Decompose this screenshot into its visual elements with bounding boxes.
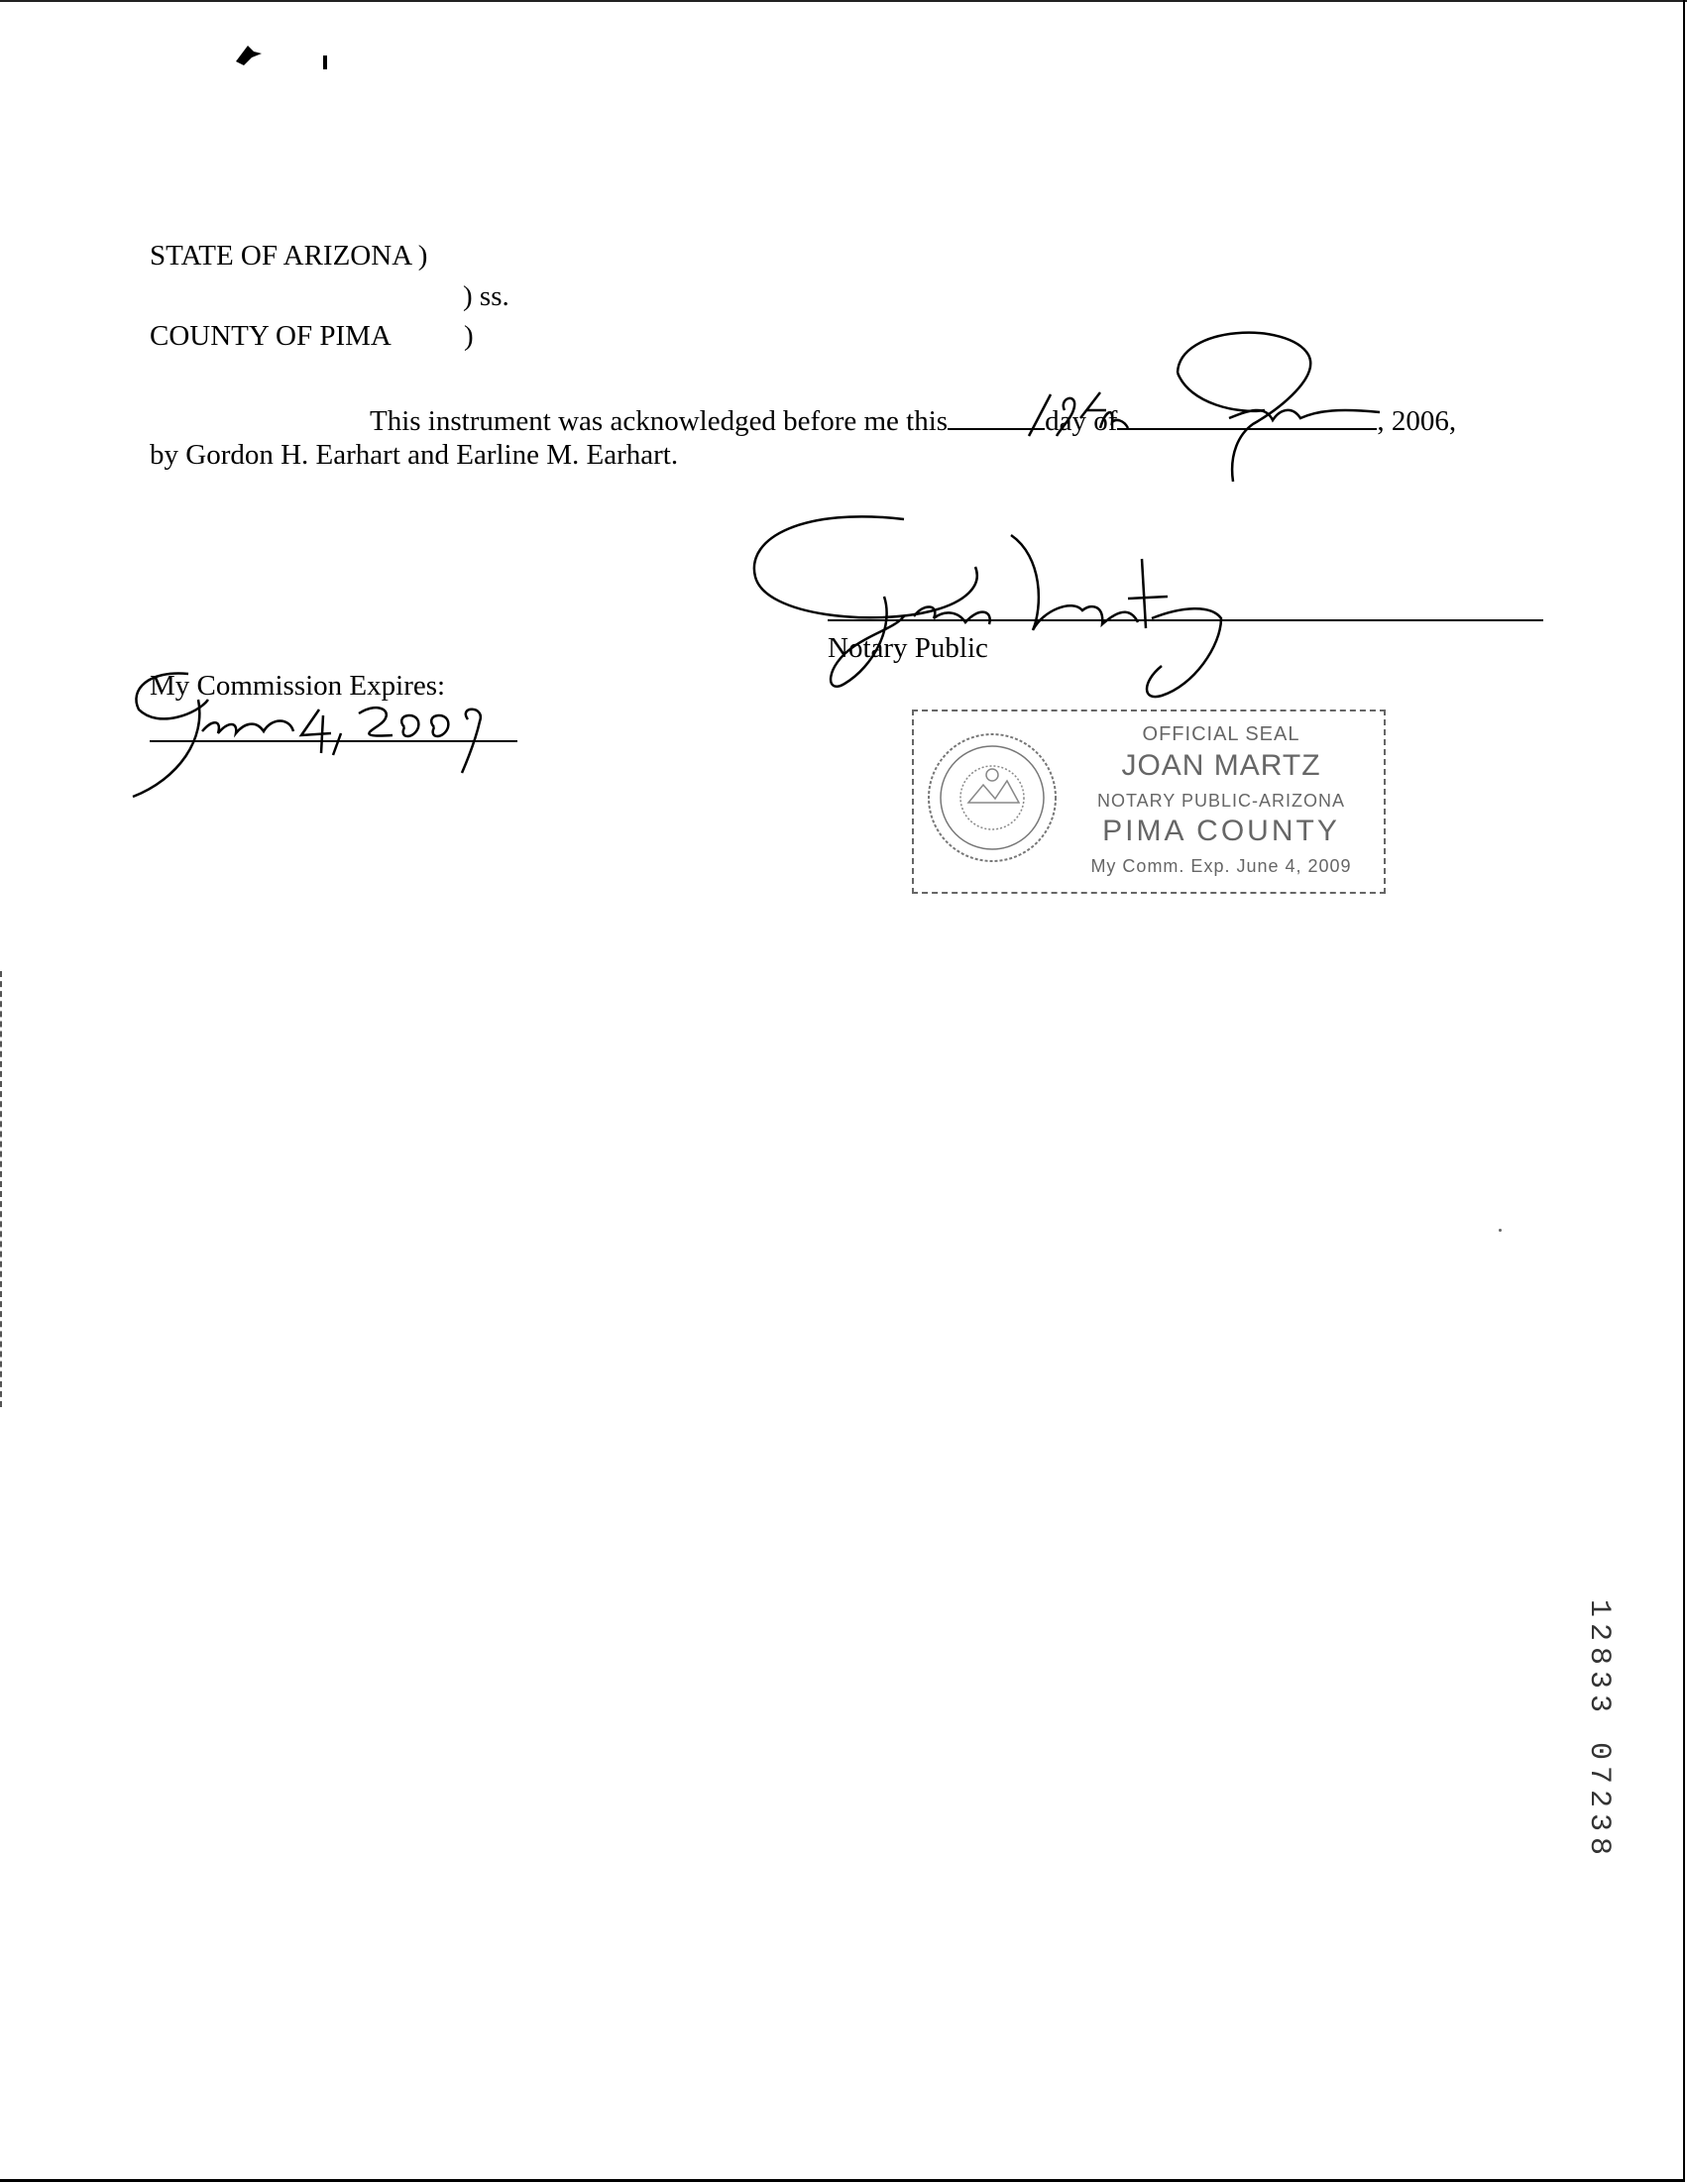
venue-county-paren: ) bbox=[464, 320, 474, 352]
scan-speck bbox=[1499, 1229, 1502, 1232]
handwritten-day bbox=[1021, 388, 1130, 440]
signature-line bbox=[828, 619, 1543, 621]
seal-line-4: PIMA COUNTY bbox=[1102, 815, 1340, 847]
document-number: 12833 07238 bbox=[1582, 1599, 1616, 1862]
notary-signature bbox=[745, 507, 1261, 706]
venue-state: STATE OF ARIZONA ) bbox=[150, 240, 428, 272]
handwritten-commission-date bbox=[119, 670, 496, 801]
scan-dot bbox=[323, 55, 327, 69]
venue-county: COUNTY OF PIMA bbox=[150, 320, 392, 352]
handwritten-month bbox=[1170, 315, 1427, 490]
notary-seal-stamp bbox=[912, 710, 1386, 894]
seal-line-3: NOTARY PUBLIC-ARIZONA bbox=[1096, 791, 1346, 811]
ack-day-of: day of bbox=[1045, 405, 1118, 437]
state-seal-icon bbox=[924, 729, 1061, 866]
seal-line-1: OFFICIAL SEAL bbox=[1142, 723, 1300, 745]
notary-public-label: Notary Public bbox=[828, 632, 988, 664]
ack-prefix: This instrument was acknowledged before me this bbox=[370, 405, 949, 437]
ack-year: , 2006, bbox=[1377, 405, 1457, 437]
seal-line-2: JOAN MARTZ bbox=[1121, 749, 1321, 782]
acknowledgment-line-2: by Gordon H. Earhart and Earline M. Earhart. bbox=[150, 439, 679, 471]
commission-expires-label: My Commission Expires: bbox=[150, 670, 446, 702]
scan-mark-icon bbox=[234, 44, 264, 67]
seal-line-5: My Comm. Exp. June 4, 2009 bbox=[1090, 856, 1352, 876]
venue-ss: ) ss. bbox=[463, 280, 509, 312]
scan-edge-mark bbox=[0, 971, 5, 1407]
